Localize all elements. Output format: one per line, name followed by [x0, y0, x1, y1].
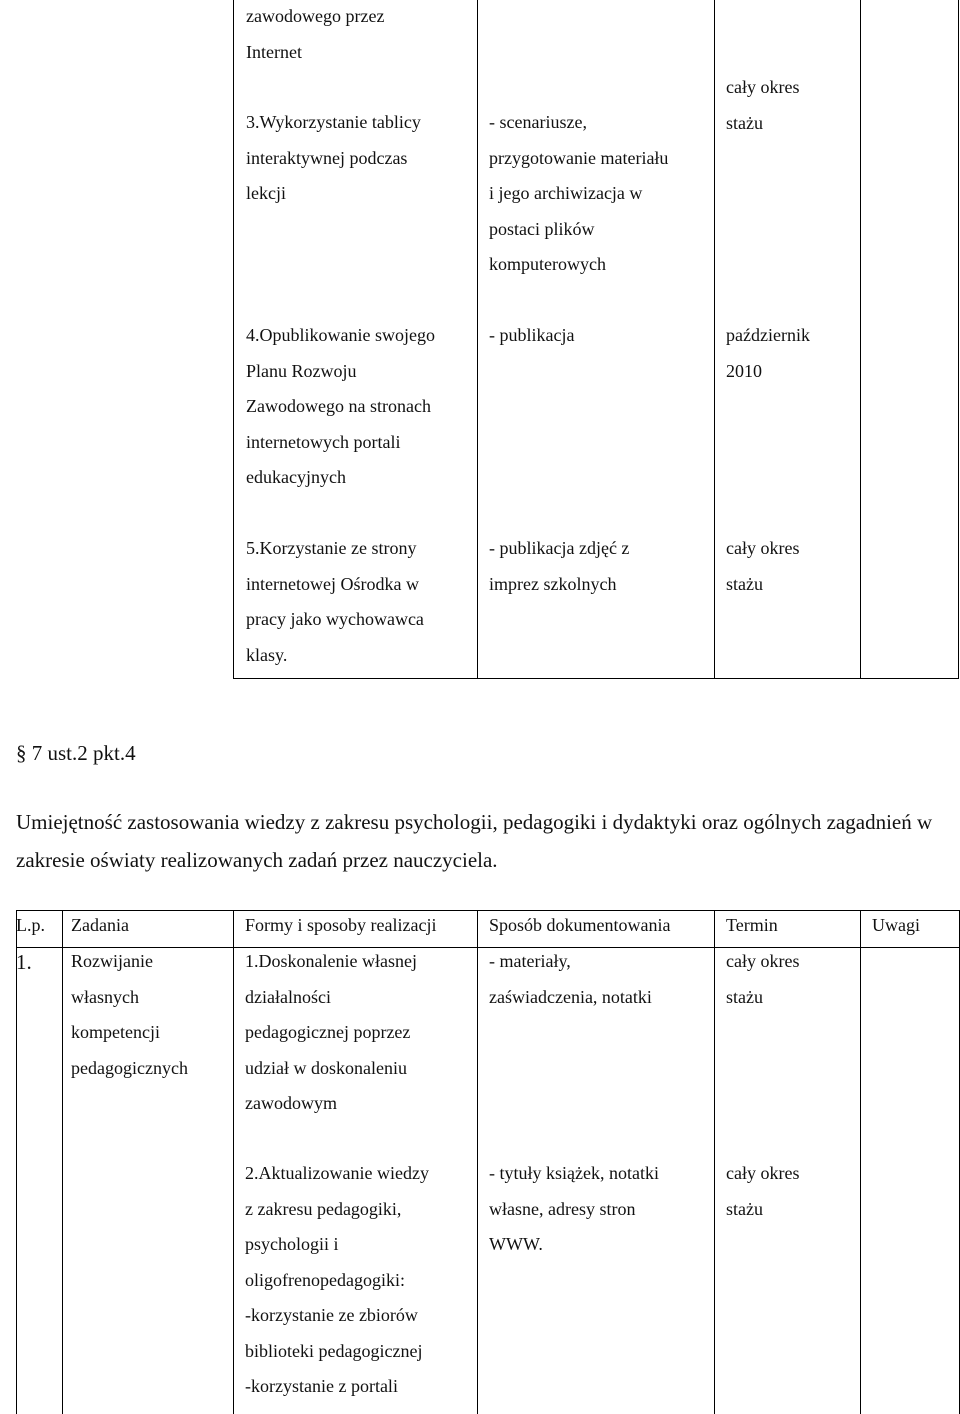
task-cell: [246, 318, 435, 496]
forms-line: i jego archiwizacja w: [489, 183, 643, 203]
header-term: Termin: [726, 915, 778, 935]
forms-line: przygotowanie materiału: [489, 147, 669, 168]
task-line: kompetencji: [71, 1022, 160, 1042]
documentation-line: - tytuły książek, notatki: [489, 1163, 659, 1183]
documentation-cell: [489, 1156, 659, 1263]
forms-cell: [245, 1156, 429, 1405]
task-line: pedagogicznych: [71, 1057, 188, 1078]
forms-cell: [489, 105, 668, 283]
forms-line: komputerowych: [489, 254, 606, 274]
forms-line: - scenariusze,: [489, 112, 587, 132]
documentation-cell: [489, 944, 652, 1015]
term-line: cały okres: [726, 538, 800, 558]
forms-line: 2.Aktualizowanie wiedzy: [245, 1163, 429, 1183]
task-line: własnych: [71, 986, 139, 1007]
documentation-line: - materiały,: [489, 951, 571, 971]
section-sign-icon: §: [16, 741, 27, 765]
term-line: cały okres: [726, 1163, 800, 1183]
documentation-line: WWW.: [489, 1234, 543, 1254]
term-line: cały okres: [726, 77, 800, 97]
term-line: stażu: [726, 573, 763, 594]
term-line: stażu: [726, 986, 763, 1007]
forms-line: pedagogicznej poprzez: [245, 1022, 411, 1042]
forms-cell: [245, 944, 417, 1122]
term-cell: [726, 70, 799, 141]
task-line: 3.Wykorzystanie tablicy: [246, 112, 421, 132]
forms-line: postaci plików: [489, 218, 595, 239]
plan-table: [16, 910, 960, 1414]
section-description: Umiejętność zastosowania wiedzy z zakresu psychologii, pedagogiki i dydaktyki oraz ogólnych zagadnień w zakresie oświaty realizowanych zadań przez nauczyciela.: [16, 810, 933, 872]
task-line: Internet: [246, 41, 302, 62]
term-line: 2010: [726, 360, 762, 381]
table-border: [860, 0, 861, 679]
forms-cell: [489, 531, 629, 602]
section-number: [16, 741, 136, 766]
documentation-line: zaświadczenia, notatki: [489, 986, 652, 1007]
task-line: Rozwijanie: [71, 951, 153, 971]
task-line: lekcji: [246, 183, 286, 203]
forms-line: - publikacja zdjęć z: [489, 538, 630, 558]
task-line: 5.Korzystanie ze strony: [246, 538, 417, 558]
task-line: 4.Opublikowanie swojego: [246, 325, 435, 345]
term-line: stażu: [726, 112, 763, 133]
forms-line: udział w doskonaleniu: [245, 1057, 407, 1078]
forms-line: biblioteki pedagogicznej: [245, 1340, 423, 1361]
header-documentation: Sposób dokumentowania: [489, 915, 671, 935]
term-line: stażu: [726, 1198, 763, 1219]
task-cell: [246, 531, 424, 673]
table-border: [233, 0, 234, 679]
task-line: pracy jako wychowawca: [246, 609, 424, 629]
row-number: 1.: [16, 950, 32, 974]
term-line: cały okres: [726, 951, 800, 971]
documentation-line: własne, adresy stron: [489, 1198, 636, 1219]
task-cell: [246, 105, 421, 212]
header-lp: L.p.: [16, 915, 45, 935]
task-line: Planu Rozwoju: [246, 360, 357, 381]
forms-line: 1.Doskonalenie własnej: [245, 951, 417, 971]
forms-line: z zakresu pedagogiki,: [245, 1198, 402, 1219]
forms-line: -korzystanie z portali: [245, 1376, 398, 1396]
header-forms: Formy i sposoby realizacji: [245, 915, 437, 935]
task-line: edukacyjnych: [246, 467, 346, 487]
forms-line: psychologii i: [245, 1234, 339, 1254]
forms-line: działalności: [245, 986, 331, 1007]
header-notes: Uwagi: [872, 915, 920, 935]
task-line: zawodowego przez: [246, 6, 385, 26]
table-border: [958, 0, 959, 679]
forms-line: imprez szkolnych: [489, 573, 617, 594]
task-cell: [246, 0, 384, 70]
header-task: Zadania: [71, 915, 129, 935]
task-line: internetowych portali: [246, 431, 401, 452]
task-line: klasy.: [246, 644, 288, 665]
term-cell: [726, 318, 810, 389]
term-cell: [726, 531, 799, 602]
forms-line: oligofrenopedagogiki:: [245, 1269, 405, 1290]
task-line: Zawodowego na stronach: [246, 396, 431, 416]
section-number-text: 7 ust.2 pkt.4: [31, 741, 136, 765]
task-cell: [71, 944, 188, 1086]
plan-table-continuation: [0, 0, 960, 679]
table-border: [477, 0, 478, 679]
forms-line: -korzystanie ze zbiorów: [245, 1305, 418, 1325]
table-border: [233, 678, 959, 679]
task-line: internetowej Ośrodka w: [246, 573, 419, 594]
term-line: październik: [726, 325, 810, 345]
forms-line: - publikacja: [489, 325, 575, 345]
task-line: interaktywnej podczas: [246, 147, 408, 168]
term-cell: [726, 1156, 799, 1227]
table-border: [714, 0, 715, 679]
forms-line: zawodowym: [245, 1093, 337, 1113]
term-cell: [726, 944, 799, 1015]
forms-cell: [489, 318, 574, 354]
